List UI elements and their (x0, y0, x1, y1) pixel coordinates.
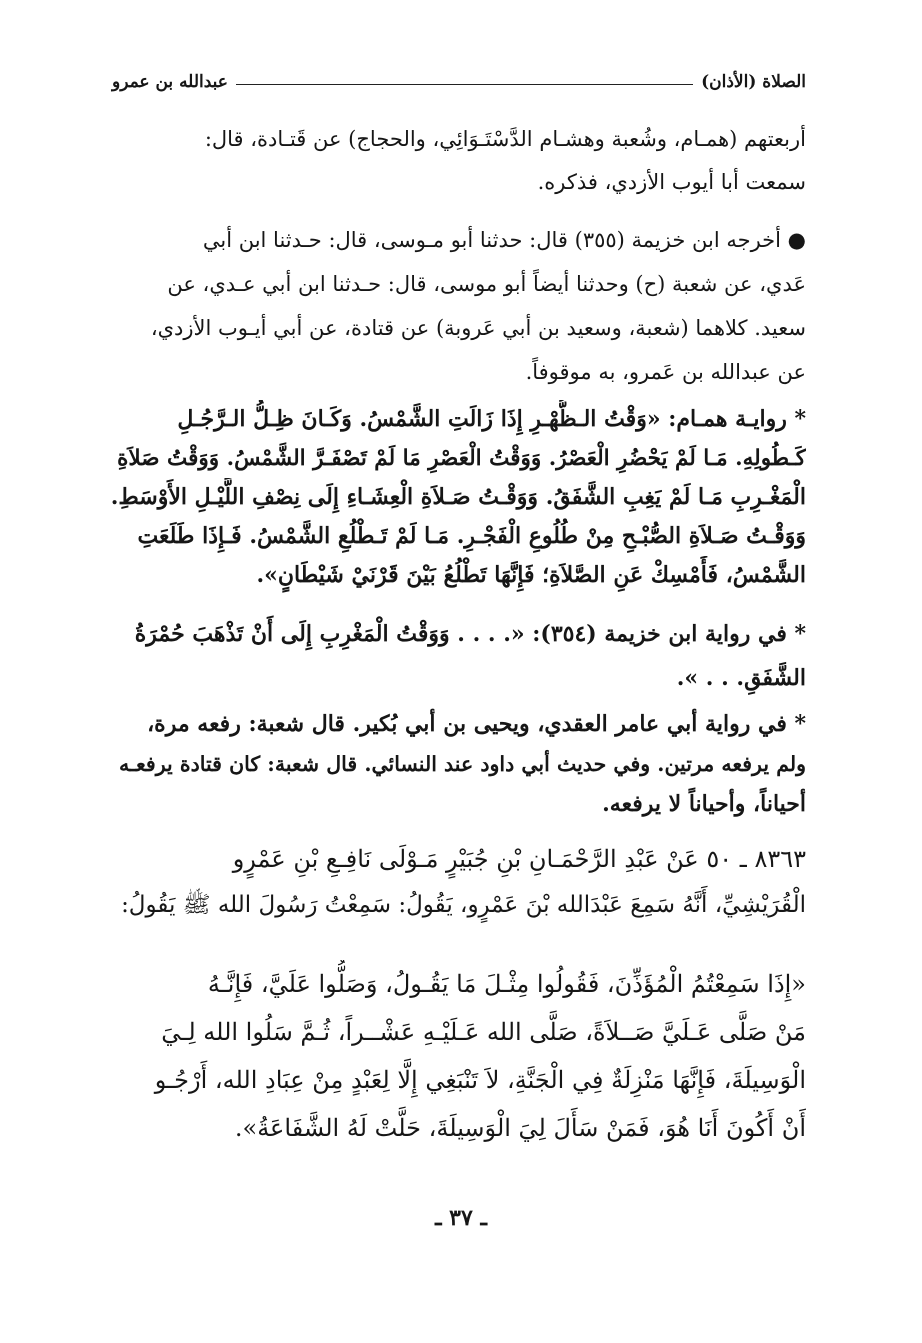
text-line: الْقُرَيْشِيِّ، أَنَّهُ سَمِعَ عَبْدَالله بْنَ عَمْرٍو، يَقُولُ: سَمِعْتُ رَسُولَ الله ﷺ يَقُولُ: (121, 892, 806, 918)
header-chapter-title: الصلاة (الأذان) (701, 72, 806, 92)
page-number: ـ ٣٧ ـ (435, 1205, 487, 1231)
text-line: أحياناً، وأحياناً لا يرفعه. (602, 791, 806, 817)
text-line: ولم يرفعه مرتين. وفي حديث أبي داود عند النسائي. قال شعبة: كان قتادة يرفعـه (119, 752, 806, 776)
text-line: سعيد. كلاهما (شعبة، وسعيد بن أبي عَروبة) عن قتادة، عن أبي أيـوب الأزدي، (150, 316, 806, 340)
text-line: سمعت أبا أيوب الأزدي، فذكره. (537, 169, 806, 194)
text-line: كَـطُولِهِ. مَـا لَمْ يَحْضُرِ الْعَصْرُ. وَوَقْتُ الْعَصْرِ مَا لَمْ تَصْفَـرَّ الشَّمْسُ. وَوَقْتُ صَلاَةِ (117, 446, 806, 471)
takhrij-paragraph (110, 218, 806, 394)
running-header (112, 58, 806, 92)
text-line: ● أخرجه ابن خزيمة (٣٥٥) قال: حدثنا أبو مـوسى، قال: حـدثنا ابن أبي (202, 228, 806, 252)
header-narrator-name: عبدالله بن عمرو (112, 72, 228, 92)
hammam-narration-paragraph (110, 400, 806, 595)
text-line: مَنْ صَلَّى عَـلَيَّ صَــلاَةً، صَلَّى الله عَـلَيْـهِ عَشْــراً، ثُـمَّ سَلُوا الله لِـيَ (161, 1018, 806, 1046)
text-line: أَنْ أَكُونَ أَنَا هُوَ، فَمَنْ سَأَلَ لِيَ الْوَسِيلَةَ، حَلَّتْ لَهُ الشَّفَاعَةُ». (234, 1114, 806, 1142)
chain-of-narration-paragraph (110, 118, 806, 203)
text-line: عن عبدالله بن عَمرو، به موقوفاً. (525, 360, 806, 384)
hadith-matn-paragraph (110, 960, 806, 1152)
text-line: الْمَغْـرِبِ مَـا لَمْ يَغِبِ الشَّفَقُ. وَوَقْـتُ صَـلاَةِ الْعِشَـاءِ إِلَى نِصْفِ اللَّيْـلِ الأَوْسَطِ. (110, 484, 806, 510)
text-line: ٨٣٦٣ ـ ٥٠ عَنْ عَبْدِ الرَّحْمَـانِ بْنِ جُبَيْرٍ مَـوْلَى نَافِـعِ بْنِ عَمْرٍو (232, 845, 806, 873)
text-line: * في رواية أبي عامر العقدي، ويحيى بن أبي بُكير. قال شعبة: رفعه مرة، (147, 711, 806, 737)
ibn-khuzayma-narration-paragraph (110, 612, 806, 700)
text-line: الْوَسِيلَةَ، فَإِنَّهَا مَنْزِلَةٌ فِي الْجَنَّةِ، لاَ تَنْبَغِي إِلَّا لِعَبْدٍ مِنْ عِبَادِ الله، أَرْجُـو (154, 1066, 806, 1094)
text-line: * في رواية ابن خزيمة (٣٥٤): «. . . . وَوَقْتُ الْمَغْرِبِ إِلَى أَنْ تَذْهَبَ حُمْرَةُ (134, 621, 806, 647)
hadith-number-heading (110, 836, 806, 928)
text-line: الشَّمْسُ، فَأَمْسِكْ عَنِ الصَّلاَةِ؛ فَإِنَّهَا تَطْلُعُ بَيْنَ قَرْنَيْ شَيْطَانٍ». (256, 562, 806, 588)
text-line: * روايـة همـام: «وَقْتُ الـظُّهْـرِ إِذَا زَالَتِ الشَّمْسُ. وَكَـانَ ظِـلُّ الـرَّجُـلِ (177, 406, 806, 432)
text-line: عَدي، عن شعبة (ح) وحدثنا أيضاً أبو موسى، قال: حـدثنا ابن أبي عـدي، عن (167, 272, 806, 296)
text-line: «إِذَا سَمِعْتُمُ الْمُؤَذِّنَ، فَقُولُوا مِثْـلَ مَا يَقُـولُ، وَصَلُّوا عَلَيَّ، فَإِنَّـهُ (207, 970, 806, 998)
text-line: الشَّفَقِ. . . ». (676, 665, 806, 691)
text-line: أربعتهم (همـام، وشُعبة وهشـام الدَّسْتَـوَائِي، والحجاج) عن قَتـادة، قال: (204, 127, 806, 151)
text-line: وَوَقْـتُ صَـلاَةِ الصُّبْـحِ مِنْ طُلُوعِ الْفَجْـرِ. مَـا لَمْ تَـطْلُعِ الشَّمْسُ. فَـإِذَا طَلَعَتِ (137, 523, 806, 549)
abu-amir-narration-paragraph (110, 704, 806, 824)
header-rule (236, 84, 693, 85)
